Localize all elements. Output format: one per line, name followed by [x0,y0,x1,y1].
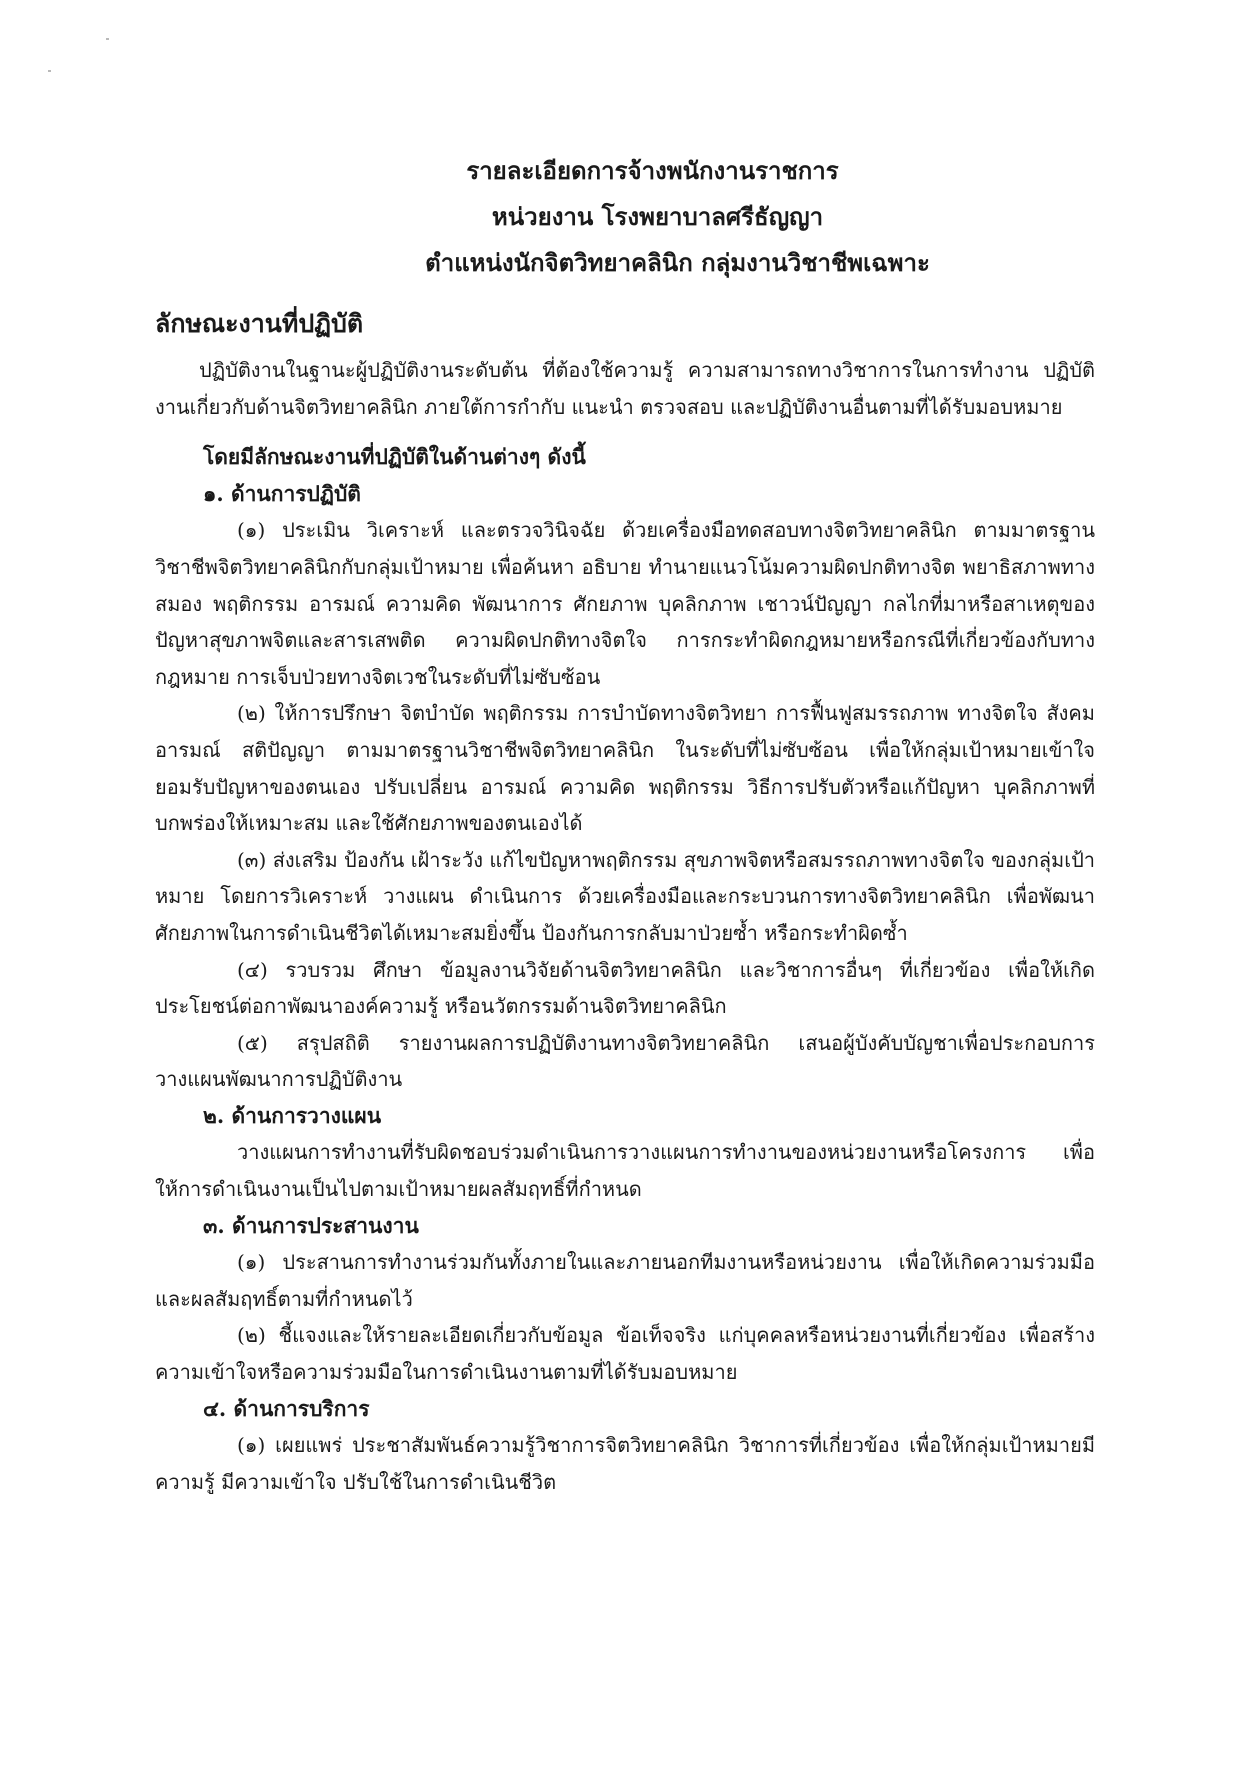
intro-paragraph: ปฏิบัติงานในฐานะผู้ปฏิบัติงานระดับต้น ที่ต้องใช้ความรู้ ความสามารถทางวิชาการในการทำงาน ปฏิบัติงานเกี่ยวกับด้านจิตวิทยาคลินิก ภายใต้การกำกับ แนะนำ ตรวจสอบ และปฏิบัติงานอื่นตามที่ได้รับมอบหมาย [155,358,1095,419]
section-heading: ลักษณะงานที่ปฏิบัติ [155,309,364,338]
document-title-line-1: รายละเอียดการจ้างพนักงานราชการ [466,156,839,185]
section-3-item-1: (๑) ประสานการทำงานร่วมกันทั้งภายในและภายนอกทีมงานหรือหน่วยงาน เพื่อให้เกิดความร่วมมือและผลสัมฤทธิ์ตามที่กำหนดไว้ [155,1250,1095,1311]
section-1-item-4: (๔) รวบรวม ศึกษา ข้อมูลงานวิจัยด้านจิตวิทยาคลินิก และวิชาการอื่นๆ ที่เกี่ยวข้อง เพื่อให้เกิดประโยชน์ต่อกาพัฒนาองค์ความรู้ หรือนวัตกรรมด้านจิตวิทยาคลินิก [155,957,1095,1019]
section-1-item-2: (๒) ให้การปรึกษา จิตบำบัด พฤติกรรม การบำบัดทางจิตวิทยา การฟื้นฟูสมรรถภาพ ทางจิตใจ สังคม อารมณ์ สติปัญญา ตามมาตรฐานวิชาชีพจิตวิทยาคลินิก ในระดับที่ไม่ซับซ้อน เพื่อให้กลุ่มเป้าหมายเข้าใจ ยอมรับปัญหาของตนเอง ปรับเปลี่ยน อารมณ์ ความคิด พฤติกรรม วิธีการปรับตัวหรือแก้ปัญหา บุคลิกภาพที่บกพร่องให้เหมาะสม และใช้ศักยภาพของตนเองได้ [155,701,1095,836]
section-3-heading: ๓. ด้านการประสานงาน [203,1212,419,1238]
section-1-item-3: (๓) ส่งเสริม ป้องกัน เฝ้าระวัง แก้ไขปัญหาพฤติกรรม สุขภาพจิตหรือสมรรถภาพทางจิตใจ ของกลุ่มเป้าหมาย โดยการวิเคราะห์ วางแผน ดำเนินการ ด้วยเครื่องมือและกระบวนการทางจิตวิทยาคลินิก เพื่อพัฒนาศักยภาพในการดำเนินชีวิตได้เหมาะสมยิ่งขึ้น ป้องกันการกลับมาป่วยซ้ำ หรือกระทำผิดซ้ำ [155,847,1095,945]
section-4-item-1: (๑) เผยแพร่ ประชาสัมพันธ์ความรู้วิชาการจิตวิทยาคลินิก วิชาการที่เกี่ยวข้อง เพื่อให้กลุ่มเป้าหมายมีความรู้ มีความเข้าใจ ปรับใช้ในการดำเนินชีวิต [155,1433,1095,1494]
section-3-item-2: (๒) ชี้แจงและให้รายละเอียดเกี่ยวกับข้อมูล ข้อเท็จจริง แก่บุคคลหรือหน่วยงานที่เกี่ยวข้อง เพื่อสร้างความเข้าใจหรือความร่วมมือในการดำเนินงานตามที่ได้รับมอบหมาย [155,1323,1095,1385]
section-4-heading: ๔. ด้านการบริการ [203,1395,370,1421]
document-title-line-3: ตำแหน่งนักจิตวิทยาคลินิก กลุ่มงานวิชาชีพเฉพาะ [425,248,930,277]
section-1-item-1: (๑) ประเมิน วิเคราะห์ และตรวจวินิจฉัย ด้วยเครื่องมือทดสอบทางจิตวิทยาคลินิก ตามมาตรฐานวิชาชีพจิตวิทยาคลินิกกับกลุ่มเป้าหมาย เพื่อค้นหา อธิบาย ทำนายแนวโน้มความผิดปกติทางจิต พยาธิสภาพทางสมอง พฤติกรรม อารมณ์ ความคิด พัฒนาการ ศักยภาพ บุคลิกภาพ เชาวน์ปัญญา กลไกที่มาหรือสาเหตุของปัญหาสุขภาพจิตและสารเสพติด ความผิดปกติทางจิตใจ การกระทำผิดกฎหมายหรือกรณีที่เกี่ยวข้องกับทางกฎหมาย การเจ็บป่วยทางจิตเวชในระดับที่ไม่ซับซ้อน [155,518,1095,689]
document-body [155,352,1095,1500]
scan-speck [48,70,51,72]
scan-speck [106,38,109,40]
section-1-item-5: (๕) สรุปสถิติ รายงานผลการปฏิบัติงานทางจิตวิทยาคลินิก เสนอผู้บังคับบัญชาเพื่อประกอบการวางแผนพัฒนาการปฏิบัติงาน [155,1030,1095,1092]
section-2-item-1: วางแผนการทำงานที่รับผิดชอบร่วมดำเนินการวางแผนการทำงานของหน่วยงานหรือโครงการ เพื่อให้การดำเนินงานเป็นไปตามเป้าหมายผลสัมฤทธิ์ที่กำหนด [155,1140,1095,1202]
section-1-heading: ๑. ด้านการปฏิบัติ [203,480,361,506]
document-title-line-2: หน่วยงาน โรงพยาบาลศรีธัญญา [491,202,824,231]
section-2-heading: ๒. ด้านการวางแผน [203,1102,382,1128]
sub-heading: โดยมีลักษณะงานที่ปฏิบัติในด้านต่างๆ ดังนี้ [203,444,586,470]
